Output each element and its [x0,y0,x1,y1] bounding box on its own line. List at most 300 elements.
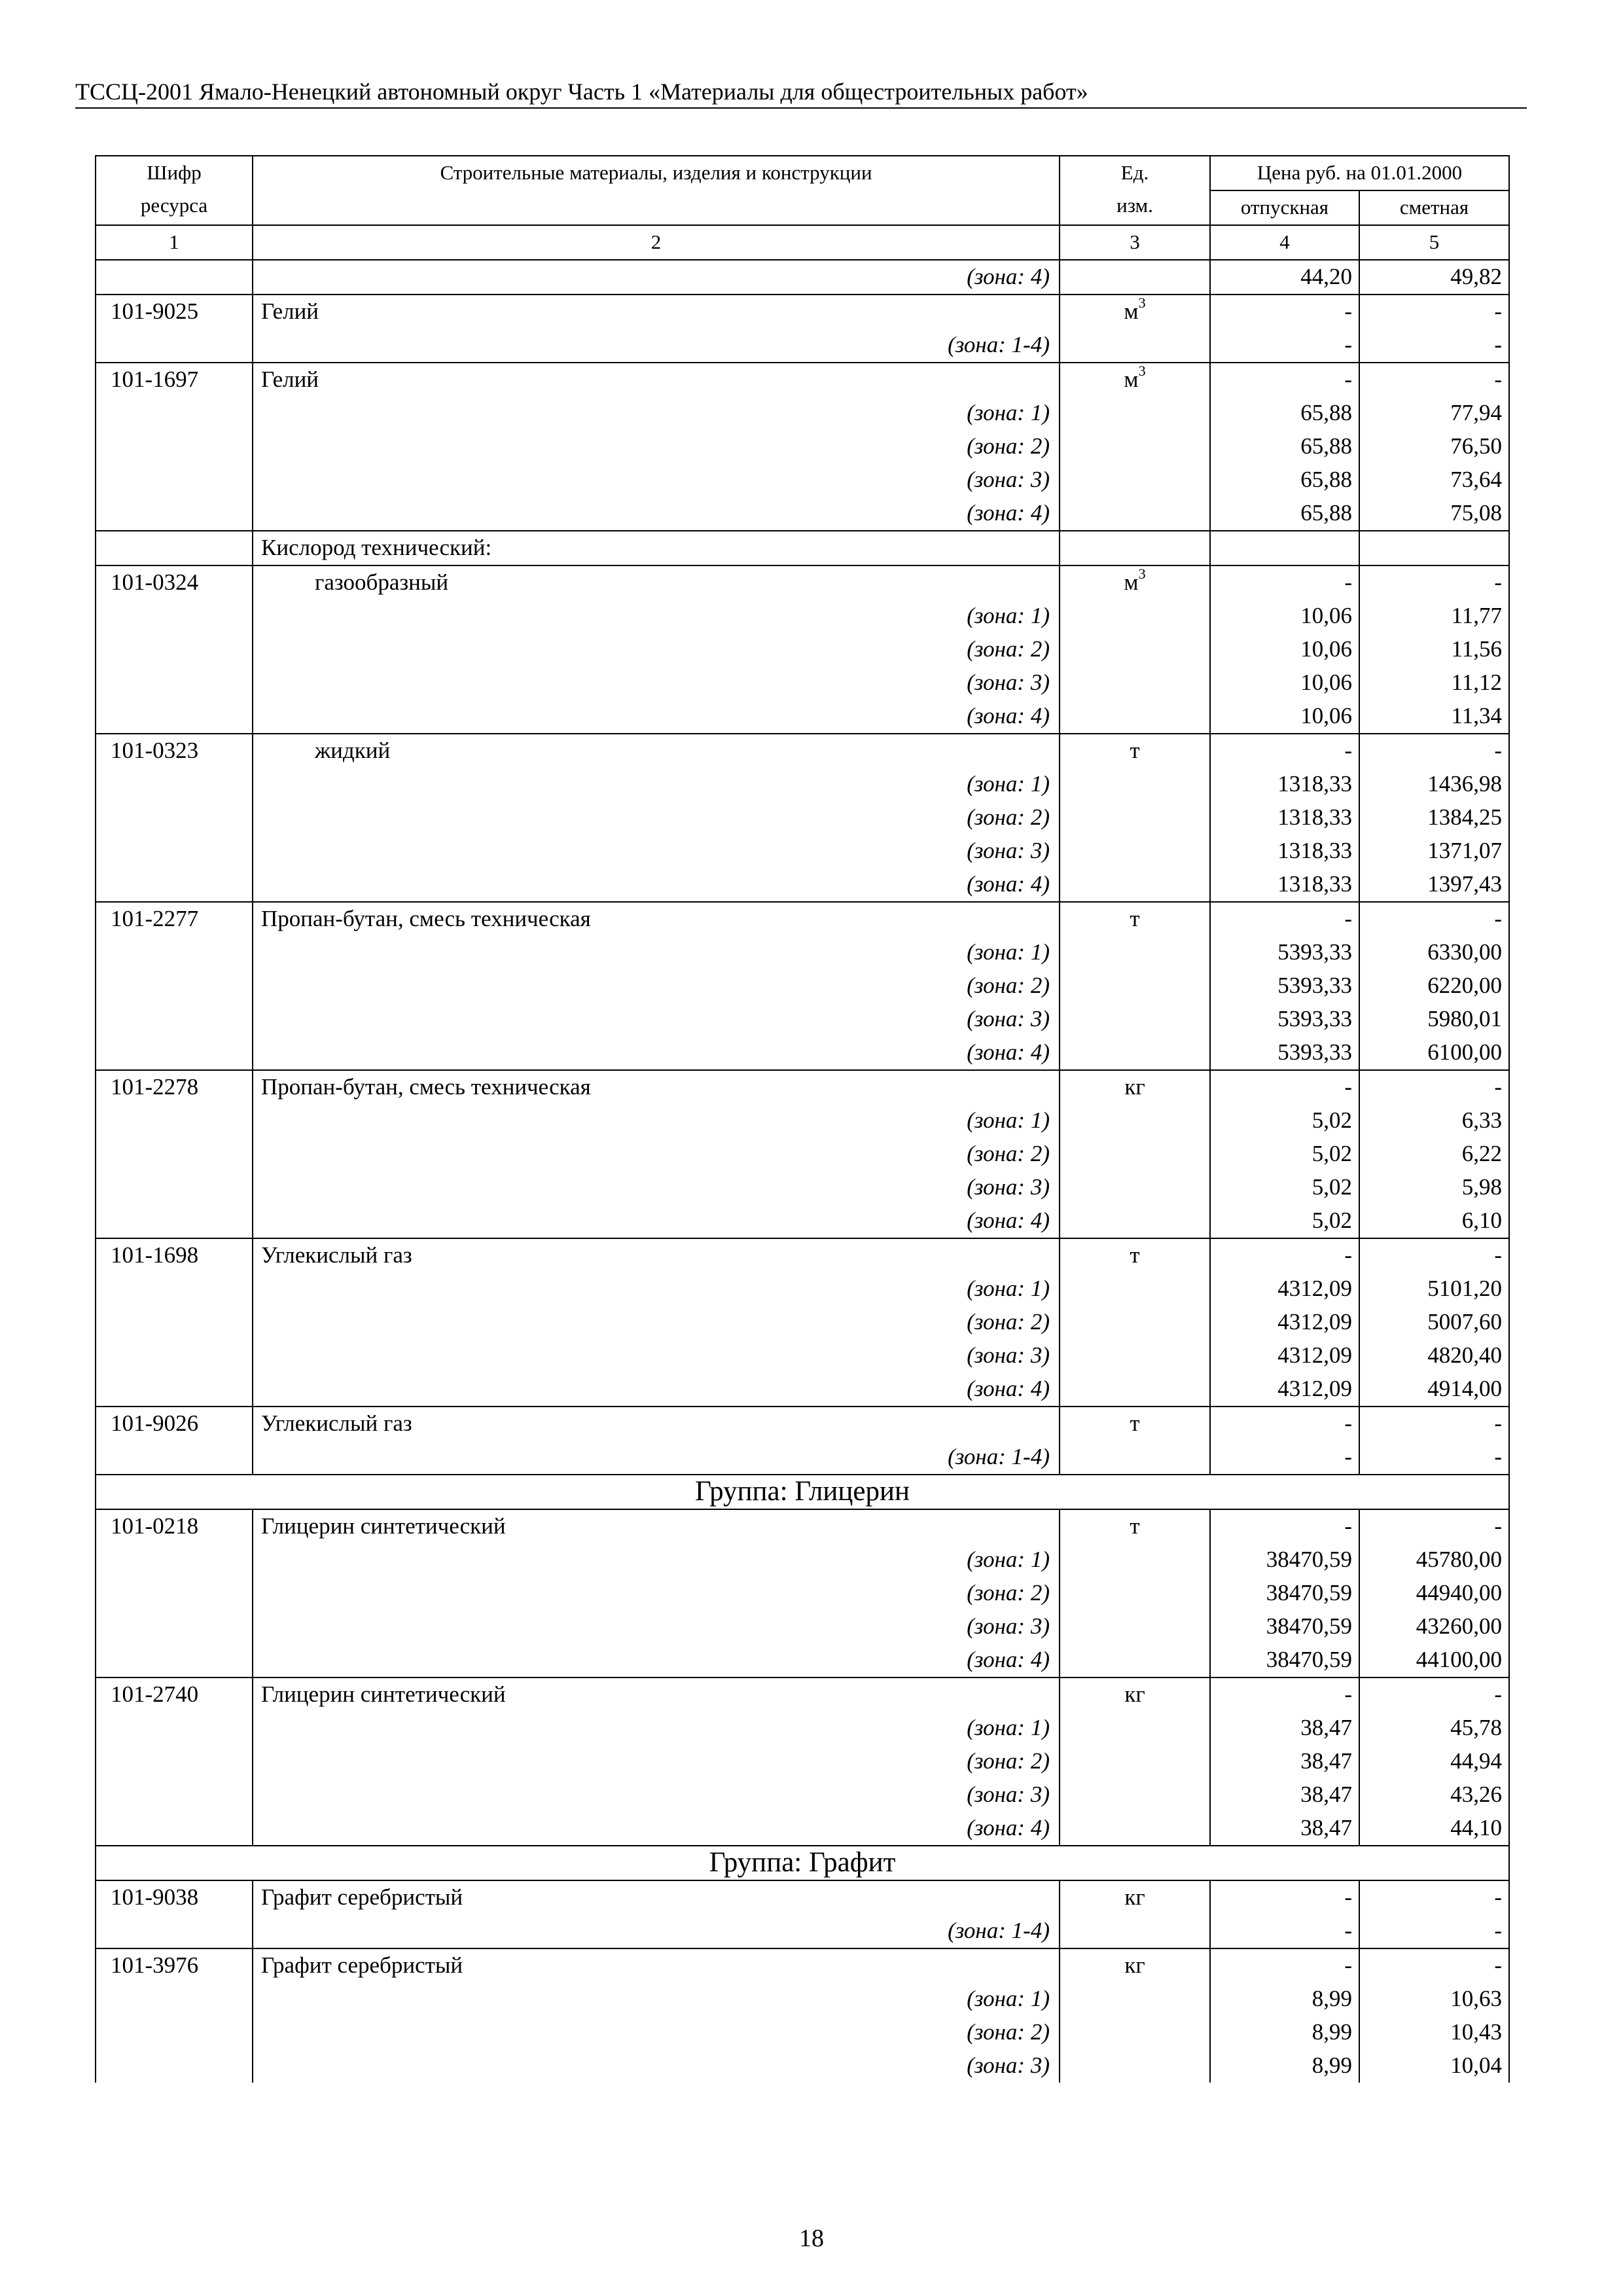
resource-code-cell [96,936,253,969]
price-release: 4312,09 [1210,1339,1359,1372]
price-estimate: 76,50 [1359,430,1509,463]
resource-code: 101-1697 [96,363,253,397]
unit-cell [1060,430,1210,463]
zone-row [96,600,1509,633]
unit [1060,734,1210,768]
unit [1060,1677,1210,1712]
price-release: 4312,09 [1210,1306,1359,1339]
unit-cell [1060,260,1210,295]
resource-code-cell [96,1577,253,1610]
unit-cell [1060,1306,1210,1339]
price-release: 8,99 [1210,1982,1359,2016]
zone-label: (зона: 3) [253,2049,1060,2083]
price-release: - [1210,1914,1359,1948]
zone-row [96,2016,1509,2049]
unit [1060,1238,1210,1272]
zone-row [96,497,1509,531]
unit-cell [1060,1138,1210,1171]
unit-cell [1060,1577,1210,1610]
zone-row [96,1712,1509,1745]
resource-code-cell [96,1204,253,1238]
subheading-row [96,531,1509,565]
resource-code-cell [96,868,253,902]
price-estimate: 5007,60 [1359,1306,1509,1339]
price-release: 5393,33 [1210,1036,1359,1070]
resource-code-cell [96,1543,253,1577]
price-estimate: 43260,00 [1359,1610,1509,1643]
unit [1060,1070,1210,1104]
unit-cell [1060,801,1210,834]
zone-row [96,1204,1509,1238]
zone-row [96,768,1509,801]
zone-label: (зона: 1) [253,397,1060,430]
price-release: - [1210,902,1359,936]
unit-cell [1060,969,1210,1003]
unit-cell [1060,1812,1210,1846]
zone-row [96,834,1509,868]
unit-text: кг [1124,1681,1145,1707]
zone-label: (зона: 3) [253,1003,1060,1036]
price-release: 65,88 [1210,397,1359,430]
zone-label: (зона: 4) [253,700,1060,734]
unit-cell [1060,1171,1210,1204]
price-release: 4312,09 [1210,1272,1359,1306]
zone-row [96,1643,1509,1677]
resource-code-cell [96,1339,253,1372]
zone-row [96,1441,1509,1475]
price-estimate: 11,34 [1359,700,1509,734]
unit-superscript: 3 [1138,295,1146,312]
zone-row [96,1812,1509,1846]
price-estimate: - [1359,363,1509,397]
price-estimate: - [1359,1948,1509,1982]
col-number: 1 [96,225,253,260]
zone-label: (зона: 3) [253,834,1060,868]
resource-code-cell [96,463,253,497]
price-release: - [1210,1880,1359,1914]
zone-label: (зона: 3) [253,1610,1060,1643]
unit [1060,1880,1210,1914]
item-row [96,363,1509,397]
price-estimate: 10,43 [1359,2016,1509,2049]
unit-cell [1060,1339,1210,1372]
price-estimate: - [1359,295,1509,329]
price-release: 1318,33 [1210,768,1359,801]
zone-label: (зона: 4) [253,260,1060,295]
col-number: 5 [1359,225,1509,260]
unit-cell [1060,633,1210,666]
price-estimate: 77,94 [1359,397,1509,430]
resource-code: 101-2740 [96,1677,253,1712]
unit [1060,295,1210,329]
table-body [96,260,1509,2083]
page-number: 18 [799,2225,824,2252]
unit-cell [1060,1914,1210,1948]
resource-code-cell [96,1914,253,1948]
unit-cell [1060,600,1210,633]
item-row [96,734,1509,768]
unit-cell [1060,1543,1210,1577]
unit-text: т [1130,738,1140,763]
price-estimate: 43,26 [1359,1778,1509,1812]
zone-row [96,1003,1509,1036]
price-estimate: 5,98 [1359,1171,1509,1204]
unit [1060,902,1210,936]
unit-cell [1060,1778,1210,1812]
zone-label: (зона: 4) [253,1643,1060,1677]
col-header-code: Шифр ресурса [96,156,253,225]
zone-label: (зона: 3) [253,666,1060,700]
price-estimate: 4820,40 [1359,1339,1509,1372]
zone-row [96,260,1509,295]
zone-label: (зона: 3) [253,1339,1060,1372]
zone-label: (зона: 1) [253,600,1060,633]
unit [1060,1509,1210,1543]
price-release-cell [1210,531,1359,565]
zone-row [96,1372,1509,1407]
unit-cell [1060,397,1210,430]
resource-code-cell [96,1745,253,1778]
zone-row [96,430,1509,463]
zone-label: (зона: 1) [253,1272,1060,1306]
resource-code: 101-9025 [96,295,253,329]
price-release: 38470,59 [1210,1543,1359,1577]
zone-label: (зона: 4) [253,1372,1060,1407]
resource-code-cell [96,2016,253,2049]
resource-code-cell [96,531,253,565]
price-release: 38470,59 [1210,1610,1359,1643]
zone-row [96,700,1509,734]
resource-code: 101-0218 [96,1509,253,1543]
price-estimate: 6220,00 [1359,969,1509,1003]
unit [1060,1948,1210,1982]
unit-cell [1060,1643,1210,1677]
price-estimate: 1384,25 [1359,801,1509,834]
resource-code-cell [96,497,253,531]
price-estimate-cell [1359,531,1509,565]
unit-cell [1060,700,1210,734]
zone-label: (зона: 4) [253,1036,1060,1070]
page-header-title: ТССЦ-2001 Ямало-Ненецкий автономный округ Часть 1 «Материалы для общестроительных работ» [75,79,1088,105]
unit-cell [1060,1441,1210,1475]
unit-text: м [1124,569,1139,595]
unit-cell [1060,1745,1210,1778]
price-estimate: 44,94 [1359,1745,1509,1778]
unit-text: кг [1124,1952,1145,1978]
zone-row [96,329,1509,363]
price-release: - [1210,734,1359,768]
zone-label: (зона: 1) [253,1982,1060,2016]
unit-cell [1060,1372,1210,1407]
unit-superscript: 3 [1138,565,1146,583]
price-estimate: 6,10 [1359,1204,1509,1238]
unit-cell [1060,1982,1210,2016]
price-release: 65,88 [1210,430,1359,463]
price-release: 5,02 [1210,1171,1359,1204]
material-name: Графит серебристый [253,1948,1060,1982]
price-release: 10,06 [1210,633,1359,666]
price-release: 44,20 [1210,260,1359,295]
zone-label: (зона: 2) [253,2016,1060,2049]
resource-code-cell [96,700,253,734]
price-estimate: 11,56 [1359,633,1509,666]
unit-text: кг [1124,1074,1145,1100]
item-row [96,1407,1509,1441]
zone-row [96,1272,1509,1306]
price-estimate: 73,64 [1359,463,1509,497]
item-row [96,1880,1509,1914]
item-row [96,1948,1509,1982]
resource-code-cell [96,260,253,295]
zone-label: (зона: 2) [253,1745,1060,1778]
zone-row [96,397,1509,430]
price-release: 8,99 [1210,2016,1359,2049]
unit-text: кг [1124,1884,1145,1910]
price-estimate: 5980,01 [1359,1003,1509,1036]
unit-cell [1060,2049,1210,2083]
zone-row [96,969,1509,1003]
zone-label: (зона: 1) [253,1712,1060,1745]
material-heading: Кислород технический: [253,531,1060,565]
zone-row [96,463,1509,497]
unit-text: т [1130,1513,1140,1539]
col-header-unit: Ед. изм. [1060,156,1210,225]
resource-code: 101-0324 [96,565,253,600]
zone-row [96,1982,1509,2016]
price-release: 5393,33 [1210,936,1359,969]
price-table [95,155,1510,2083]
resource-code-cell [96,1036,253,1070]
zone-row [96,1577,1509,1610]
price-estimate: 6100,00 [1359,1036,1509,1070]
price-estimate: - [1359,902,1509,936]
price-estimate: - [1359,329,1509,363]
zone-label: (зона: 2) [253,801,1060,834]
zone-label: (зона: 1-4) [253,1441,1060,1475]
zone-label: (зона: 2) [253,1306,1060,1339]
unit-cell [1060,666,1210,700]
price-estimate: - [1359,1880,1509,1914]
resource-code-cell [96,1441,253,1475]
table-head [96,156,1509,260]
unit-cell [1060,1712,1210,1745]
zone-row [96,1036,1509,1070]
zone-row [96,1778,1509,1812]
material-name: жидкий [253,734,1060,768]
zone-label: (зона: 1) [253,1104,1060,1138]
resource-code-cell [96,1372,253,1407]
price-estimate: 11,77 [1359,600,1509,633]
price-release: 38,47 [1210,1745,1359,1778]
resource-code: 101-0323 [96,734,253,768]
zone-label: (зона: 2) [253,969,1060,1003]
price-estimate: - [1359,1914,1509,1948]
zone-row [96,1339,1509,1372]
zone-label: (зона: 2) [253,1577,1060,1610]
unit-cell [1060,1104,1210,1138]
price-release: 5393,33 [1210,969,1359,1003]
resource-code-cell [96,397,253,430]
item-row [96,1509,1509,1543]
resource-code-cell [96,1610,253,1643]
unit-cell [1060,1272,1210,1306]
material-name: газообразный [253,565,1060,600]
price-release: - [1210,1441,1359,1475]
col-header-price-group: Цена руб. на 01.01.2000 [1210,156,1509,190]
price-release: 10,06 [1210,666,1359,700]
price-release: - [1210,1407,1359,1441]
price-release: 5,02 [1210,1204,1359,1238]
zone-label: (зона: 2) [253,1138,1060,1171]
zone-label: (зона: 1) [253,936,1060,969]
material-name: Пропан-бутан, смесь техническая [253,902,1060,936]
zone-row [96,633,1509,666]
price-release: 5393,33 [1210,1003,1359,1036]
resource-code: 101-3976 [96,1948,253,1982]
unit-cell [1060,329,1210,363]
price-release: - [1210,1070,1359,1104]
resource-code-cell [96,1003,253,1036]
group-title: Группа: Графит [96,1846,1509,1880]
unit-text: т [1130,906,1140,931]
resource-code-cell [96,666,253,700]
price-release: 38470,59 [1210,1643,1359,1677]
col-header-name: Строительные материалы, изделия и конструкции [253,156,1060,225]
material-name: Глицерин синтетический [253,1509,1060,1543]
price-release: 4312,09 [1210,1372,1359,1407]
price-estimate: - [1359,1407,1509,1441]
resource-code-cell [96,1643,253,1677]
item-row [96,1677,1509,1712]
resource-code: 101-1698 [96,1238,253,1272]
zone-row [96,936,1509,969]
resource-code-cell [96,1171,253,1204]
resource-code-cell [96,1778,253,1812]
price-estimate: - [1359,1238,1509,1272]
zone-label: (зона: 4) [253,1812,1060,1846]
unit-cell [1060,1204,1210,1238]
price-release: 38,47 [1210,1778,1359,1812]
price-estimate: 75,08 [1359,497,1509,531]
resource-code-cell [96,600,253,633]
price-estimate: - [1359,1677,1509,1712]
price-release: 38470,59 [1210,1577,1359,1610]
price-estimate: 5101,20 [1359,1272,1509,1306]
zone-label: (зона: 4) [253,868,1060,902]
price-estimate: 44940,00 [1359,1577,1509,1610]
price-estimate: - [1359,1441,1509,1475]
price-release: 8,99 [1210,2049,1359,2083]
resource-code-cell [96,1306,253,1339]
zone-row [96,1104,1509,1138]
price-release: - [1210,363,1359,397]
zone-row [96,1610,1509,1643]
price-release: - [1210,295,1359,329]
price-release: 1318,33 [1210,868,1359,902]
resource-code-cell [96,768,253,801]
price-estimate: 6330,00 [1359,936,1509,969]
group-row [96,1475,1509,1509]
unit-cell [1060,868,1210,902]
price-release: - [1210,1509,1359,1543]
unit-cell [1060,463,1210,497]
price-release: - [1210,565,1359,600]
material-name: Гелий [253,295,1060,329]
zone-label: (зона: 1) [253,1543,1060,1577]
price-release: 65,88 [1210,463,1359,497]
resource-code-cell [96,1712,253,1745]
resource-code-cell [96,1812,253,1846]
unit-cell [1060,1610,1210,1643]
zone-row [96,1543,1509,1577]
price-release: 10,06 [1210,600,1359,633]
group-title: Группа: Глицерин [96,1475,1509,1509]
resource-code-cell [96,633,253,666]
resource-code-cell [96,1982,253,2016]
resource-code-cell [96,1272,253,1306]
zone-label: (зона: 3) [253,1171,1060,1204]
price-estimate: 10,63 [1359,1982,1509,2016]
unit-cell [1060,497,1210,531]
price-estimate: 45780,00 [1359,1543,1509,1577]
zone-label: (зона: 4) [253,497,1060,531]
unit [1060,565,1210,600]
price-estimate: 49,82 [1359,260,1509,295]
zone-label: (зона: 2) [253,633,1060,666]
price-estimate: - [1359,734,1509,768]
price-estimate: 1436,98 [1359,768,1509,801]
resource-code: 101-2277 [96,902,253,936]
price-estimate: 45,78 [1359,1712,1509,1745]
group-row [96,1846,1509,1880]
zone-row [96,1914,1509,1948]
price-release: 10,06 [1210,700,1359,734]
price-release: - [1210,1948,1359,1982]
resource-code-cell [96,2049,253,2083]
item-row [96,295,1509,329]
price-estimate: - [1359,565,1509,600]
col-number: 3 [1060,225,1210,260]
unit-text: т [1130,1410,1140,1436]
item-row [96,1238,1509,1272]
zone-row [96,2049,1509,2083]
unit-cell [1060,936,1210,969]
price-estimate: 44100,00 [1359,1643,1509,1677]
price-release: 65,88 [1210,497,1359,531]
price-estimate: - [1359,1509,1509,1543]
price-release: 38,47 [1210,1812,1359,1846]
col-header-price-estimate: сметная [1359,190,1509,225]
zone-label: (зона: 3) [253,1778,1060,1812]
unit-text: м [1124,298,1139,324]
price-estimate: 44,10 [1359,1812,1509,1846]
price-estimate: 11,12 [1359,666,1509,700]
item-row [96,1070,1509,1104]
resource-code-cell [96,1138,253,1171]
col-number: 2 [253,225,1060,260]
zone-label: (зона: 2) [253,430,1060,463]
unit-cell [1060,1036,1210,1070]
price-estimate: 6,22 [1359,1138,1509,1171]
resource-code: 101-9026 [96,1407,253,1441]
unit [1060,363,1210,397]
price-release: - [1210,1238,1359,1272]
zone-row [96,1745,1509,1778]
material-name: Углекислый газ [253,1407,1060,1441]
unit-cell [1060,834,1210,868]
resource-code-cell [96,834,253,868]
price-estimate: 10,04 [1359,2049,1509,2083]
